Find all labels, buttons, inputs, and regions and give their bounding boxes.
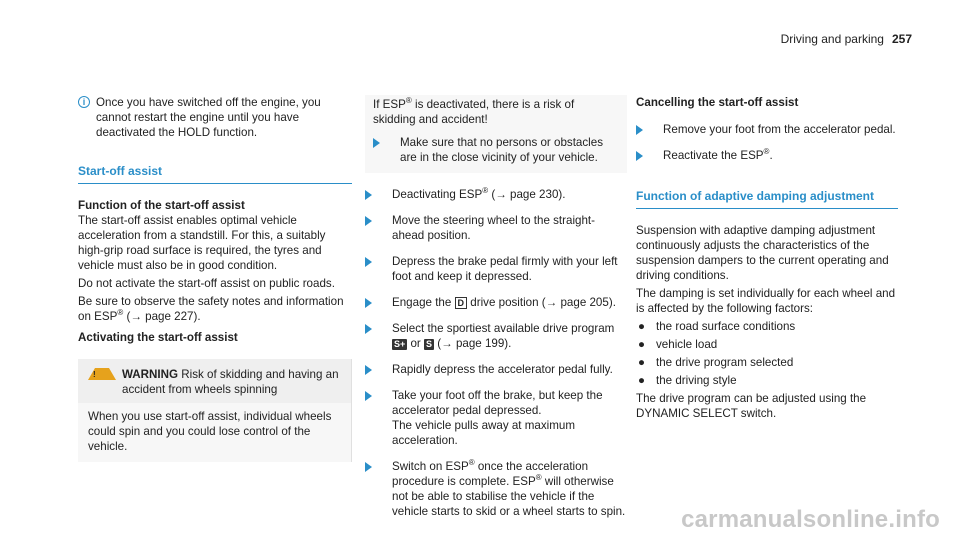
step-4 [365, 295, 627, 310]
step-arrow-icon [365, 365, 382, 375]
step-arrow-icon [365, 298, 382, 308]
step-3 [365, 254, 627, 284]
public-roads-paragraph: Do not activate the start-off assist on public roads. [78, 277, 335, 290]
step-8-c: will otherwise not be able to stabilise the vehicle if the vehicle starts to skid or a wheel starts to spin. [392, 475, 626, 518]
bullet-item [636, 337, 898, 352]
bullet-text: the road surface conditions [656, 320, 796, 333]
bullet-icon: ● [638, 338, 646, 351]
bullet-item [636, 373, 898, 388]
info-step-text: Make sure that no persons or obstacles are in the close vicinity of your vehicle. [400, 136, 603, 164]
step-arrow-icon [365, 324, 382, 334]
step-3-text: Depress the brake pedal firmly with your left foot and keep it depressed. [392, 255, 618, 283]
section-title-adaptive-damping: Function of adaptive damping adjustment [636, 189, 898, 209]
step-5-text [392, 321, 627, 351]
step-arrow-icon [365, 216, 382, 226]
header-section: Driving and parking [780, 32, 884, 46]
step-4-a: Engage the [392, 296, 455, 309]
bullet-text: vehicle load [656, 338, 718, 351]
column-1 [78, 95, 352, 462]
step-arrow-icon [636, 151, 653, 161]
safety-notes-text: Be sure to observe the safety notes and information on ESP [78, 295, 344, 323]
cancel-step-2-b: . [769, 149, 773, 162]
section-title-start-off-assist: Start-off assist [78, 164, 352, 184]
step-arrow-icon [365, 462, 382, 472]
cancel-heading: Cancelling the start-off assist [636, 96, 799, 109]
step-8-a: Switch on ESP [392, 460, 469, 473]
info-icon: i [78, 96, 90, 108]
warning-body: When you use start-off assist, individual wheels could spin and you could lose control of the vehicle. [78, 403, 351, 462]
column-3 [636, 95, 898, 421]
warning-title-text: Risk of skidding and having an accident from wheels spinning [122, 368, 339, 396]
safety-notes-paragraph [78, 294, 352, 324]
registered-mark: ® [117, 308, 124, 318]
step-arrow-icon [373, 138, 390, 148]
column-2 [365, 95, 627, 519]
esp-risk-a: If ESP [373, 98, 406, 111]
step-8-text [392, 459, 627, 519]
step-arrow-icon [365, 257, 382, 267]
cancel-step-2 [636, 148, 898, 163]
bullet-item [636, 355, 898, 370]
tip-text: Once you have switched off the engine, you cannot restart the engine until you have deactivated the HOLD function. [96, 96, 321, 139]
watermark: carmanualsonline.info [681, 506, 940, 533]
registered-mark: ® [468, 458, 475, 468]
page-header [781, 32, 912, 47]
step-2-text: Move the steering wheel to the straight-ahead position. [392, 214, 595, 242]
bullet-text: the drive program selected [656, 356, 794, 369]
function-heading: Function of the start-off assist [78, 199, 245, 212]
warning-box [78, 359, 352, 462]
warning-title [122, 367, 341, 397]
bullet-icon: ● [638, 374, 646, 387]
step-1-a: Deactivating ESP [392, 188, 483, 201]
step-5 [365, 321, 627, 351]
step-7-b: The vehicle pulls away at maximum acceleration. [392, 419, 575, 447]
registered-mark: ® [535, 473, 542, 483]
page-reference[interactable]: (→ page 227). [123, 310, 201, 323]
registered-mark: ® [405, 96, 412, 106]
registered-mark: ® [482, 186, 489, 196]
step-6-text: Rapidly depress the accelerator pedal fully. [392, 363, 613, 376]
step-2 [365, 213, 627, 243]
cancel-step-1-text: Remove your foot from the accelerator pedal. [663, 123, 896, 136]
bullet-icon: ● [638, 356, 646, 369]
sport-plus-icon: S+ [394, 339, 406, 349]
step-7-a: Take your foot off the brake, but keep the accelerator pedal depressed. [392, 389, 603, 417]
step-7 [365, 388, 627, 448]
step-1 [365, 187, 627, 202]
step-5-a: Select the sportiest available drive program [392, 322, 615, 335]
warning-label: WARNING [122, 368, 179, 381]
step-arrow-icon [636, 125, 653, 135]
page-reference[interactable]: drive position (→ page 205). [467, 296, 616, 309]
sport-icon: S [426, 339, 433, 349]
bullet-item [636, 319, 898, 334]
warning-header [78, 359, 351, 403]
step-1-text [392, 187, 565, 202]
cancel-step-1 [636, 122, 898, 137]
function-paragraph: The start-off assist enables optimal vehicle acceleration from a standstill. For this, a suitably high-grip road surface is required, the tyres and vehicle must also be in good condition. [78, 214, 326, 272]
bullet-text: the driving style [656, 374, 737, 387]
cancel-step-2-a: Reactivate the ESP [663, 149, 764, 162]
step-6 [365, 362, 627, 377]
step-7-text [392, 388, 627, 448]
page-reference[interactable]: (→ page 199). [434, 337, 512, 350]
activating-heading: Activating the start-off assist [78, 331, 238, 344]
tip-note [78, 95, 352, 140]
step-5-mid: or [407, 337, 425, 350]
damping-paragraph-3: The drive program can be adjusted using the DYNAMIC SELECT switch. [636, 392, 867, 420]
step-8 [365, 459, 627, 519]
bullet-icon: ● [638, 320, 646, 333]
damping-paragraph-2: The damping is set individually for each wheel and is affected by the following factors: [636, 287, 896, 315]
info-step [373, 135, 619, 165]
esp-risk-text [373, 97, 619, 127]
esp-risk-b: is deactivated, there is a risk of skidding and accident! [373, 98, 575, 126]
page-number: 257 [891, 32, 912, 46]
warning-icon: ! [88, 368, 116, 380]
page-reference[interactable]: (→ page 230). [488, 188, 566, 201]
cancel-step-2-text [663, 148, 773, 163]
registered-mark: ® [763, 147, 770, 157]
drive-position-d-icon: D [455, 297, 468, 309]
step-arrow-icon [365, 190, 382, 200]
damping-paragraph-1: Suspension with adaptive damping adjustment continuously adjusts the characteristics of the suspension dampers to the current operating and driving conditions. [636, 224, 889, 282]
step-4-text [392, 295, 616, 310]
warning-continuation-box [365, 95, 627, 173]
step-arrow-icon [365, 391, 382, 401]
step-8-b: once the acceleration procedure is complete. ESP [392, 460, 589, 488]
